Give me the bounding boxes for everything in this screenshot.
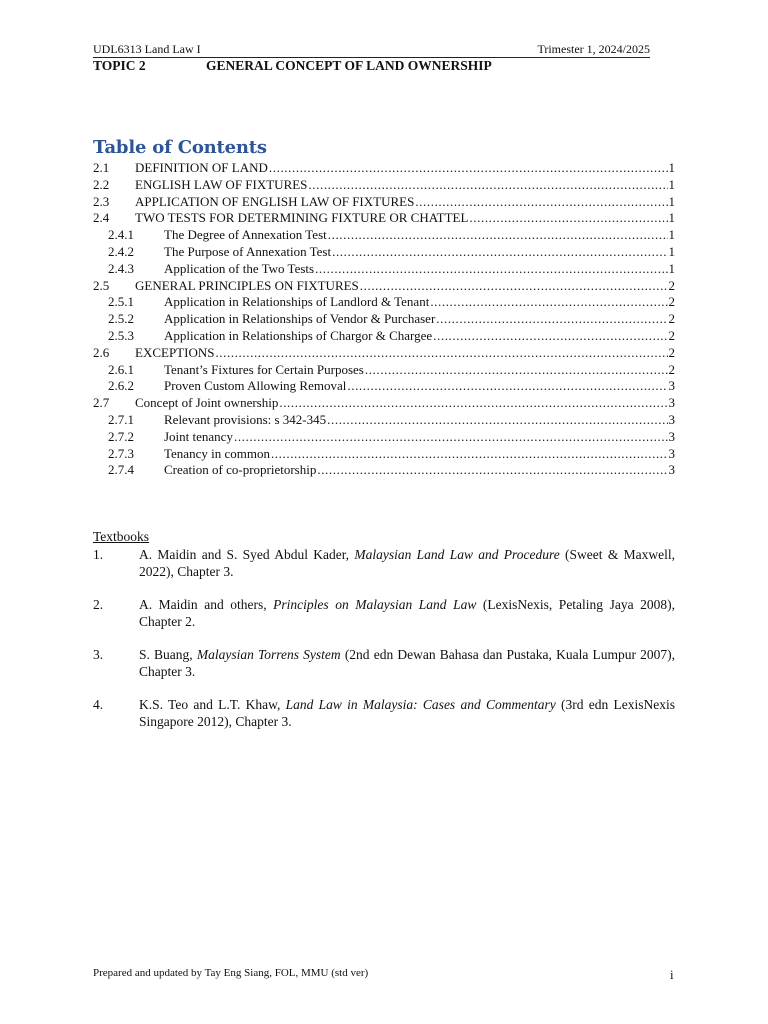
toc-entry-leader: [135, 278, 675, 295]
textbook-citation: [139, 596, 675, 630]
toc-entry-leader: [164, 429, 675, 446]
toc-heading: Table of Contents: [93, 137, 267, 158]
toc-entry-page: 3: [668, 395, 675, 411]
toc-entry-title: ENGLISH LAW OF FIXTURES: [135, 176, 308, 192]
toc-entry[interactable]: [93, 345, 675, 362]
toc-entry-title: Tenant’s Fixtures for Certain Purposes: [164, 361, 364, 377]
toc-entry-title: Joint tenancy: [164, 428, 233, 444]
textbook-citation: [139, 696, 675, 730]
textbook-citation: [139, 646, 675, 680]
trimester-label: Trimester 1, 2024/2025: [537, 42, 650, 56]
toc-entry-title: DEFINITION OF LAND: [135, 160, 268, 175]
toc-entry-leader: [135, 194, 675, 211]
toc-entry-leader: [135, 210, 675, 227]
textbook-item: [93, 596, 675, 630]
toc-entry-leader: [164, 311, 675, 328]
toc-entry-page: 1: [668, 193, 675, 209]
toc-entry-title: EXCEPTIONS: [135, 344, 215, 360]
toc-entry-leader: [164, 227, 675, 244]
textbook-number: 4.: [93, 697, 104, 712]
toc-entry-title: Concept of Joint ownership: [135, 395, 279, 411]
toc-entry[interactable]: [93, 160, 675, 177]
citation-details: (LexisNexis, Petaling Jaya 2008), Chapter 2.: [139, 597, 675, 629]
toc-dot-leader: [308, 177, 667, 194]
toc-entry-leader: [164, 362, 675, 379]
citation-author: A. Maidin and S. Syed Abdul Kader,: [139, 547, 355, 562]
textbook-number: 1.: [93, 547, 104, 562]
toc-entry-page: 3: [668, 462, 675, 478]
toc-entry-leader: [135, 395, 675, 412]
toc-entry-title: Application in Relationships of Vendor & Purchaser: [164, 311, 436, 327]
toc-dot-leader: [436, 311, 667, 328]
toc-entry-title: GENERAL PRINCIPLES ON FIXTURES: [135, 277, 359, 293]
textbook-citation: [139, 546, 675, 580]
toc-dot-leader: [271, 446, 668, 463]
toc-dot-leader: [315, 261, 667, 278]
textbooks-heading: Textbooks: [93, 529, 150, 544]
toc-entry-title: Relevant provisions: s 342-345: [164, 411, 327, 427]
toc-entry-page: 2: [668, 344, 675, 360]
toc-entry-title: APPLICATION OF ENGLISH LAW OF FIXTURES: [135, 193, 415, 209]
toc-entry-title: Proven Custom Allowing Removal: [164, 378, 347, 394]
toc-dot-leader: [279, 395, 667, 412]
toc-dot-leader: [469, 210, 667, 227]
toc-entry[interactable]: [93, 210, 675, 227]
toc-entry-number: 2.5.1: [108, 294, 134, 310]
toc-dot-leader: [332, 244, 667, 261]
citation-author: A. Maidin and others,: [139, 597, 274, 612]
toc-entry[interactable]: [93, 177, 675, 194]
toc-entry[interactable]: [93, 412, 675, 429]
toc-entry[interactable]: [93, 429, 675, 446]
toc-dot-leader: [234, 429, 668, 446]
toc-entry-title: Creation of co-proprietorship: [164, 462, 317, 478]
toc-entry-page: 1: [668, 176, 675, 192]
toc-dot-leader: [347, 378, 667, 395]
toc-entry-number: 2.6.2: [108, 378, 134, 394]
toc-entry[interactable]: [93, 362, 675, 379]
toc-entry-number: 2.4: [93, 210, 110, 226]
toc-entry-page: 3: [668, 428, 675, 444]
toc-dot-leader: [415, 194, 667, 211]
topic-title: GENERAL CONCEPT OF LAND OWNERSHIP: [206, 58, 492, 73]
toc-entry-title: Tenancy in common: [164, 445, 270, 461]
citation-author: S. Buang,: [139, 647, 197, 662]
toc-entry-leader: [135, 345, 675, 362]
toc-entry-page: 2: [668, 294, 675, 310]
toc-entry-title: The Purpose of Annexation Test: [164, 243, 332, 259]
toc-dot-leader: [215, 345, 667, 362]
toc-entry-number: 2.7: [93, 395, 110, 411]
textbook-item: [93, 646, 675, 680]
toc-entry-page: 1: [668, 210, 675, 226]
toc-entry-number: 2.4.3: [108, 260, 134, 276]
textbook-number: 3.: [93, 647, 104, 662]
toc-entry-page: 2: [668, 277, 675, 293]
toc-entry-page: 3: [668, 445, 675, 461]
toc-entry-leader: [164, 412, 675, 429]
toc-entry-number: 2.7.4: [108, 462, 134, 478]
toc-entry-page: 1: [668, 160, 675, 175]
toc-entry-number: 2.4.1: [108, 227, 134, 243]
toc-entry-number: 2.6.1: [108, 361, 134, 377]
toc-entry[interactable]: [93, 278, 675, 295]
toc-entry[interactable]: [93, 294, 675, 311]
toc-entry-leader: [135, 160, 675, 177]
toc-entry-number: 2.7.1: [108, 411, 134, 427]
toc-entry[interactable]: [93, 328, 675, 345]
textbook-item: [93, 696, 675, 730]
textbook-item: [93, 546, 675, 580]
page-footer: Prepared and updated by Tay Eng Siang, FOL, MMU (std ver): [93, 967, 369, 979]
toc-entry[interactable]: [93, 311, 675, 328]
toc-entry-leader: [164, 328, 675, 345]
toc-entry-leader: [164, 462, 675, 479]
running-header: [93, 42, 650, 58]
textbook-list: [93, 546, 675, 746]
toc-entry[interactable]: [93, 194, 675, 211]
citation-title: Malaysian Torrens System: [196, 647, 341, 662]
citation-title: Malaysian Land Law and Procedure: [354, 547, 560, 562]
toc-entry-title: TWO TESTS FOR DETERMINING FIXTURE OR CHATTEL: [135, 210, 469, 226]
citation-details: (Sweet & Maxwell, 2022), Chapter 3.: [139, 547, 675, 579]
toc-entry-leader: [164, 261, 675, 278]
toc-entry-title: Application of the Two Tests: [164, 260, 315, 276]
toc-entry-title: The Degree of Annexation Test: [164, 227, 327, 243]
toc-entry[interactable]: [93, 395, 675, 412]
toc-entry-page: 2: [668, 311, 675, 327]
toc-entry-number: 2.2: [93, 176, 110, 192]
toc-entry-title: Application in Relationships of Landlord & Tenant: [164, 294, 430, 310]
toc-entry-number: 2.4.2: [108, 243, 134, 259]
toc-dot-leader: [317, 462, 667, 479]
toc-entry-leader: [135, 177, 675, 194]
toc-dot-leader: [430, 294, 667, 311]
topic-number: TOPIC 2: [93, 58, 146, 73]
toc-entry-leader: [164, 446, 675, 463]
citation-details: (3rd edn LexisNexis Singapore 2012), Chapter 3.: [139, 697, 675, 729]
citation-title: Land Law in Malaysia: Cases and Commentary: [285, 697, 556, 712]
toc-entry-page: 1: [668, 260, 675, 276]
page-number: i: [670, 967, 674, 982]
toc-dot-leader: [327, 412, 667, 429]
toc-entry-page: 1: [668, 243, 675, 259]
textbook-number: 2.: [93, 597, 104, 612]
toc-dot-leader: [433, 328, 667, 345]
toc-entry-page: 2: [668, 361, 675, 377]
toc-entry-title: Application in Relationships of Chargor & Chargee: [164, 327, 433, 343]
toc-entry-number: 2.1: [93, 160, 110, 175]
toc-entry[interactable]: [93, 261, 675, 278]
toc-entry-number: 2.5.2: [108, 311, 134, 327]
toc-entry-number: 2.7.3: [108, 445, 134, 461]
toc-entry-number: 2.6: [93, 344, 110, 360]
citation-author: K.S. Teo and L.T. Khaw,: [139, 697, 286, 712]
toc-dot-leader: [365, 362, 668, 379]
toc-entry[interactable]: [93, 446, 675, 463]
toc-entry-page: 1: [668, 227, 675, 243]
citation-title: Principles on Malaysian Land Law: [273, 597, 477, 612]
toc-entry[interactable]: [93, 244, 675, 261]
table-of-contents: [93, 160, 675, 479]
toc-entry-number: 2.5: [93, 277, 110, 293]
toc-entry-leader: [164, 294, 675, 311]
toc-entry-leader: [164, 244, 675, 261]
toc-dot-leader: [360, 278, 668, 295]
course-code: UDL6313 Land Law I: [93, 42, 201, 56]
toc-entry-page: 3: [668, 411, 675, 427]
toc-entry-number: 2.7.2: [108, 428, 134, 444]
toc-entry[interactable]: [93, 227, 675, 244]
toc-entry-leader: [164, 378, 675, 395]
toc-dot-leader: [328, 227, 668, 244]
toc-entry[interactable]: [93, 378, 675, 395]
toc-entry-page: 2: [668, 327, 675, 343]
toc-entry-number: 2.5.3: [108, 327, 134, 343]
toc-entry[interactable]: [93, 462, 675, 479]
toc-dot-leader: [269, 160, 668, 177]
citation-details: (2nd edn Dewan Bahasa dan Pustaka, Kuala Lumpur 2007), Chapter 3.: [139, 647, 675, 679]
toc-entry-number: 2.3: [93, 193, 110, 209]
toc-entry-page: 3: [668, 378, 675, 394]
